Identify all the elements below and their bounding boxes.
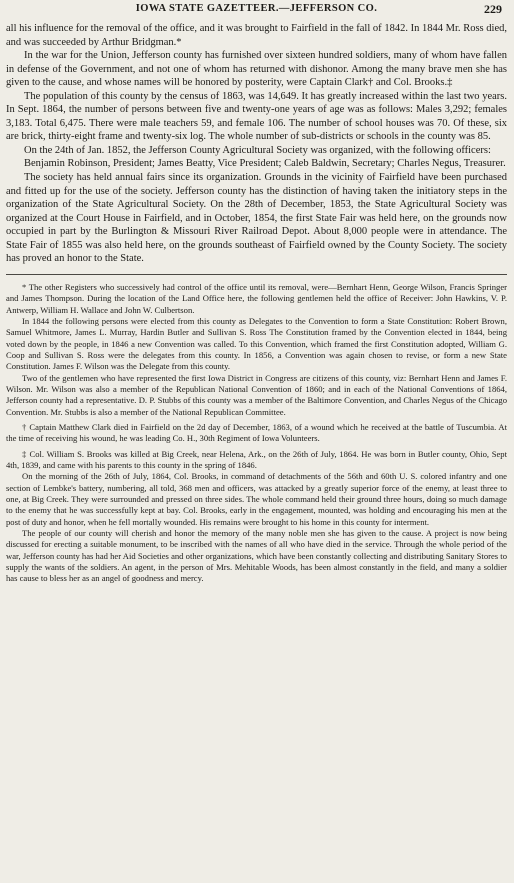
body-paragraph: In the war for the Union, Jefferson county has furnished over sixteen hundred soldiers, many of whom have fallen in defense of the Government, and not one of whom has returned with dishonor. Among the many brave men she has given to the cause, and whose names will be honored by posterity, were Captain Clark† and Col. Brooks.‡: [6, 50, 507, 89]
body-paragraph: The population of this county by the census of 1863, was 14,649. It has greatly increased within the last two years. In Sept. 1864, the number of persons between five and twenty-one years of age was as follows: Males 3,292; females 3,183. Total 6,475. There were male teachers 59, and female 106. The number of school houses was 70. Of these, six are brick, thirty-eight frame and twenty-six log. The whole number of sub-districts or schools in the county was 85.: [6, 90, 507, 143]
footnote: † Captain Matthew Clark died in Fairfield on the 2d day of December, 1863, of a wound which he received at the battle of Tuscumbia. At the time of receiving his wound, he was leading Co. H., 30th Regiment of Iowa Volunteers.: [6, 421, 507, 444]
footnotes: [6, 282, 507, 585]
running-title: IOWA STATE GAZETTEER.—JEFFERSON CO.: [135, 3, 378, 14]
page-number: 229: [484, 2, 502, 16]
running-head: [6, 0, 507, 22]
body-paragraph: The society has held annual fairs since its organization. Grounds in the vicinity of Fairfield have been purchased and fitted up for the use of the society. Jefferson county has the distinction of having taken the initiatory steps in the organization of the State Agricultural Society. On the 28th of December, 1853, the State Agricultural Society was organized at the Court House in Fairfield, and in October, 1854, the first State Fair was held here, on the grounds now occupied in part by the Burlington & Missouri River Railroad Depot. About 8,000 people were in attendance. The State Fair of 1855 was also held here, on the grounds southeast of Fairfield owned by the County Society. The society has proved an honor to the State.: [6, 172, 507, 265]
body-paragraph: Benjamin Robinson, President; James Beatty, Vice President; Caleb Baldwin, Secretary; Charles Negus, Treasurer.: [24, 158, 506, 170]
footnote-divider: [6, 274, 507, 275]
footnote: * The other Registers who successively had control of the office until its removal, were—Bernhart Henn, George Wilson, Francis Springer and James Thompson. During the location of the Land Office here, the following gentlemen held the office of Receiver: John Hawkins, V. P. Antwerp, William H. Wallace and John W. Culbertson.: [6, 281, 507, 315]
footnote: On the morning of the 26th of July, 1864, Col. Brooks, in command of detachments of the 56th and 60th U. S. colored infantry and one section of Lembke's battery, numbering, all told, 368 men and officers, was attacked by a greatly superior force of the enemy, at least three to one, at Big Creek. They were surrounded and pressed on three sides. The whole command held their ground three hours, doing so much damage to the enemy that he was successfully kept at bay. Col. Brooks, early in the engagement, mounted, was holding and encouraging his men at the post of duty and honor, when he fell mortally wounded. His remains were brought to his home in this county for interment.: [6, 471, 507, 527]
footnote: The people of our county will cherish and honor the memory of the many noble men she has given to the cause. A project is now being discussed for erecting a suitable monument, to be inscribed with the names of all who have died in the service. Through the whole period of the war, Jefferson county has had her Aid Societies and other organizations, which have been constantly collecting and distributing Sanitary Stores to supply the wants of the soldiers. An agent, in the person of Mrs. Mehitable Woods, has been almost constantly in the field, and many a soldier has cause to bless her as an angel of goodness and mercy.: [6, 528, 507, 584]
body-text: [6, 22, 507, 266]
footnote: Two of the gentlemen who have represented the first Iowa District in Congress are citizens of this county, viz: Bernhart Henn and James F. Wilson. Mr. Wilson was also a member of the Republican National Convention of 1860; and in each of the National Conventions of 1864, Jefferson county had a representative. D. P. Stubbs of this county was a member of the Baltimore Convention, and Charles Negus of the Chicago Convention. Mr. Stubbs is also a member of the National Republican Committee.: [6, 372, 507, 417]
footnote: ‡ Col. William S. Brooks was killed at Big Creek, near Helena, Ark., on the 26th of July, 1864. He was born in Butler county, Ohio, Sept 4th, 1839, and came with his parents to this county in the spring of 1846.: [6, 448, 507, 470]
body-paragraph: On the 24th of Jan. 1852, the Jefferson County Agricultural Society was organized, with the following officers:: [24, 144, 491, 156]
body-paragraph: all his influence for the removal of the office, and it was brought to Fairfield in the fall of 1842. In 1844 Mr. Ross died, and was succeeded by Arthur Bridgman.*: [6, 23, 507, 48]
footnote: In 1844 the following persons were elected from this county as Delegates to the Convention to form a State Constitution: Robert Brown, Samuel Whitmore, James L. Murray, Hardin Butler and Sullivan S. Ross The Constitution framed by the Convention elected in 1844, being voted down by the people, in 1846 a new Convention was called. To this Convention, which framed the first Constitution adopted, William G. Coop and Sullivan S. Ross were the delegates from this county. In 1856, a Convention was again chosen to revise, or form a new State Constitution. James F. Wilson was the Delegate from this county.: [6, 315, 507, 372]
